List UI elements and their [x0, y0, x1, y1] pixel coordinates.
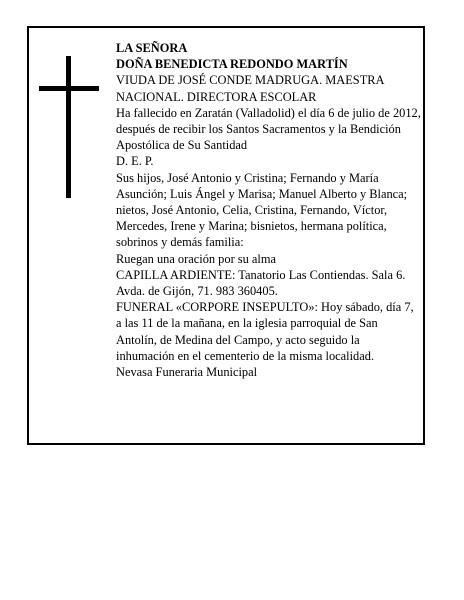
family-list: Sus hijos, José Antonio y Cristina; Fernando y María Asunción; Luis Ángel y Marisa; Manuel Alberto y Blanca; nietos, José Antonio, Celia, Cristina, Fernando, Víctor, Mercedes, Irene y Marina; bisnietos, hermana política, sobrinos y demás familia:: [116, 170, 408, 250]
rest-in-peace: D. E. P.: [116, 154, 154, 169]
cross-vertical-bar: [66, 56, 71, 198]
funeral-info: FUNERAL «CORPORE INSEPULTO»: Hoy sábado, día 7, a las 11 de la mañana, en la iglesia parroquial de San Antolín, de Medina del Campo, y acto seguido la inhumación en el cementerio de la misma localidad.: [116, 300, 414, 363]
prayer-request: Ruegan una oración por su alma: [116, 251, 276, 266]
death-announcement: Ha fallecido en Zaratán (Valladolid) el día 6 de julio de 2012, después de recibir los Santos Sacramentos y la Bendición Apostólica de Su Santidad: [116, 105, 421, 153]
chapel-info: CAPILLA ARDIENTE: Tanatorio Las Contiendas. Sala 6. Avda. de Gijón, 71. 983 360405.: [116, 267, 406, 299]
deceased-description: VIUDA DE JOSÉ CONDE MADRUGA. MAESTRA NACIONAL. DIRECTORA ESCOLAR: [116, 73, 384, 104]
deceased-name: DOÑA BENEDICTA REDONDO MARTÍN: [116, 57, 348, 72]
notice-body: [116, 40, 421, 380]
cross-icon: [39, 56, 99, 198]
funeral-home: Nevasa Funeraria Municipal: [116, 365, 258, 380]
heading-title: LA SEÑORA: [116, 41, 188, 55]
obituary-notice: [27, 26, 425, 445]
cross-horizontal-bar: [39, 86, 99, 91]
